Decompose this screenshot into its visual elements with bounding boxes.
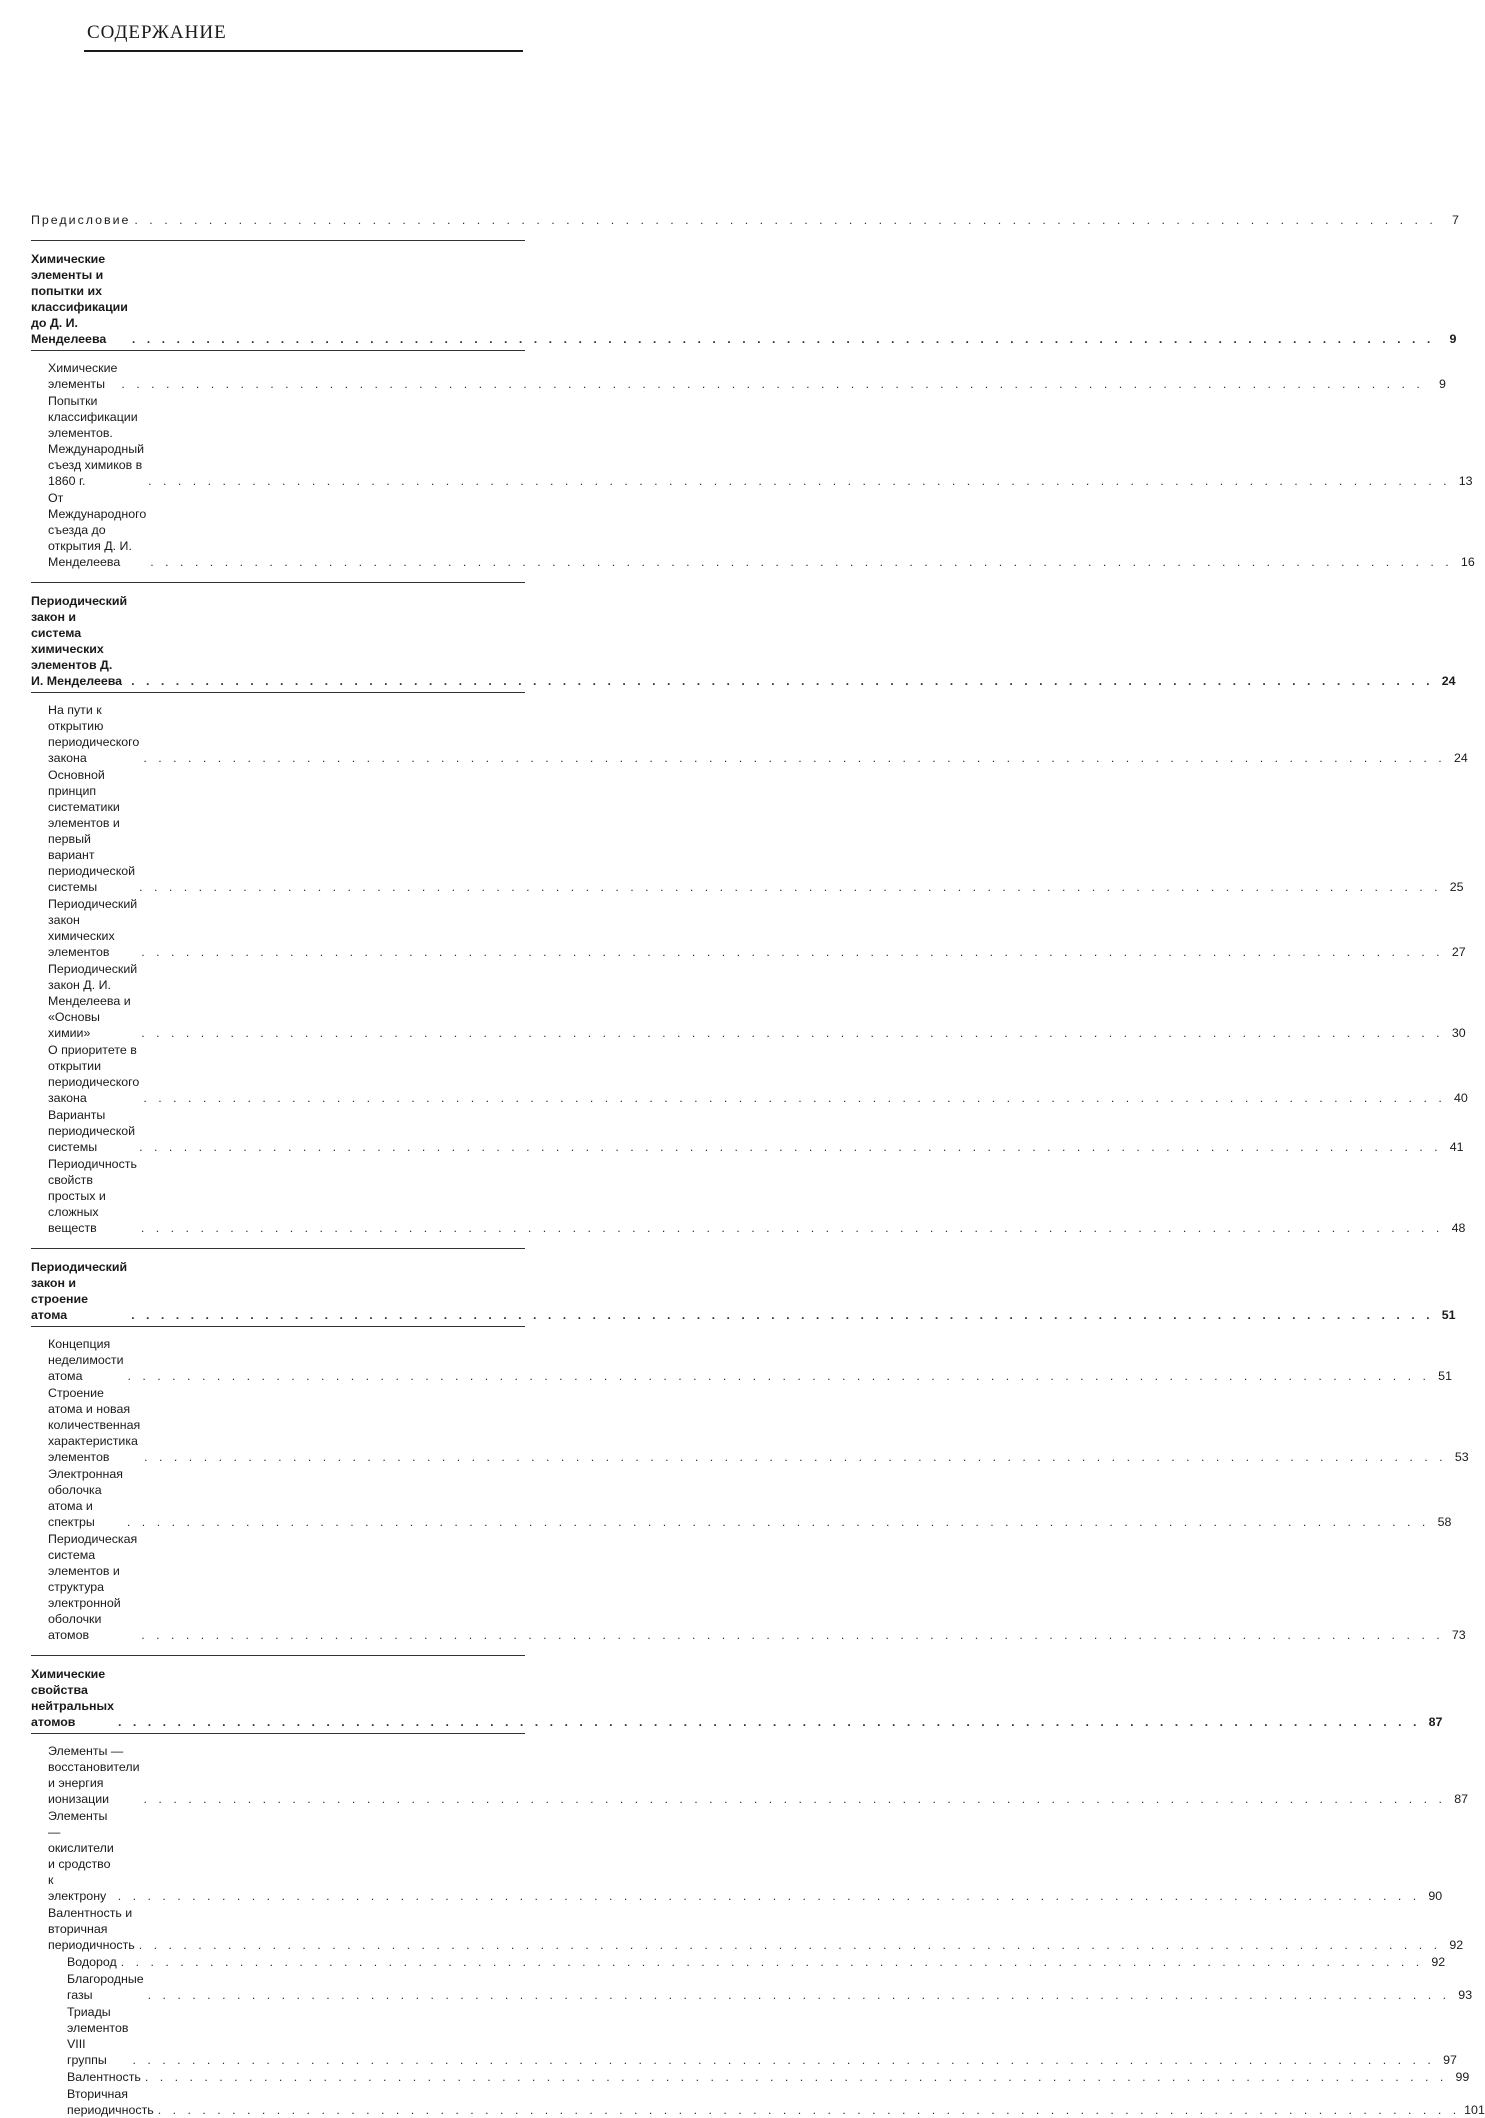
toc-page-number: 99	[1455, 2070, 1470, 2084]
toc-page-number: 53	[1454, 1450, 1469, 1464]
toc-item[interactable]	[31, 1385, 1469, 1465]
toc-item[interactable]	[31, 1042, 1468, 1106]
toc-item[interactable]	[31, 490, 1475, 570]
toc-chapter-heading	[31, 1259, 1456, 1327]
toc-chapter-heading	[31, 251, 1457, 351]
toc-item[interactable]	[31, 360, 1446, 392]
section-divider	[31, 1248, 525, 1249]
toc-chapter-title: Периодический закон и система химических элементов Д. И. Менделеева	[31, 594, 128, 688]
toc-item[interactable]	[31, 1336, 1452, 1384]
toc-item[interactable]	[31, 896, 1466, 960]
toc-page-number: 7	[1451, 213, 1459, 227]
toc-item-text: Элементы — восстановители и энергия ионизации	[48, 1744, 140, 1806]
toc-item-text: О приоритете в открытии периодического закона	[48, 1043, 140, 1105]
toc-chapter-3[interactable]	[31, 1259, 1456, 1323]
toc-chapter-4[interactable]	[31, 1666, 1443, 1730]
toc-chapter-heading	[31, 1666, 1443, 1734]
toc-subitem-text: Вторичная периодичность	[67, 2087, 154, 2117]
toc-item[interactable]	[31, 961, 1466, 1041]
toc-page-number: 9	[1449, 332, 1457, 346]
toc-page-number: 87	[1428, 1715, 1443, 1729]
toc-chapter-title: Химические свойства нейтральных атомов	[31, 1667, 114, 1729]
toc-item-text: Периодический закон Д. И. Менделеева и «Основы химии»	[48, 962, 138, 1040]
toc-page-number: 101	[1464, 2103, 1485, 2117]
dot-leader	[139, 1139, 1441, 1155]
toc-item-text: Строение атома и новая количественная характеристика элементов	[48, 1386, 141, 1464]
toc-item-text: Периодический закон химических элементов	[48, 897, 138, 959]
toc-subitem-text: Водород	[67, 1955, 117, 1969]
toc-preface-label: Предисловие	[31, 213, 131, 227]
toc-item[interactable]	[31, 393, 1473, 489]
dot-leader	[132, 2052, 1434, 2068]
dot-leader	[128, 1368, 1430, 1384]
toc-page-number: 73	[1451, 1628, 1466, 1642]
toc-page-number: 40	[1453, 1091, 1468, 1105]
toc-page-number: 27	[1451, 945, 1466, 959]
section-divider	[31, 582, 525, 583]
page-title: СОДЕРЖАНИЕ	[87, 22, 227, 43]
dot-leader	[141, 1627, 1443, 1643]
dot-leader	[127, 1514, 1429, 1530]
section-divider	[31, 1655, 525, 1656]
dot-leader	[141, 944, 1443, 960]
toc-page-number: 30	[1451, 1026, 1466, 1040]
toc-subitem[interactable]	[31, 1954, 1446, 1970]
toc-item-text: Периодическая система элементов и структура электронной оболочки атомов	[48, 1532, 138, 1642]
dot-leader	[132, 331, 1434, 347]
toc-chapter-1[interactable]	[31, 251, 1457, 347]
toc-page-number: 24	[1441, 674, 1456, 688]
toc-page-number: 16	[1460, 555, 1475, 569]
dot-leader	[134, 212, 1436, 228]
dot-leader	[139, 879, 1441, 895]
toc-item-text: Валентность и вторичная периодичность	[48, 1906, 135, 1952]
toc-chapter-title: Химические элементы и попытки их классификации до Д. И. Менделеева	[31, 252, 128, 346]
toc-chapter-title: Периодический закон и строение атома	[31, 1260, 128, 1322]
toc-item[interactable]	[31, 1905, 1464, 1953]
toc-subitem-text: Валентность	[67, 2070, 141, 2084]
toc-page-number: 51	[1441, 1308, 1456, 1322]
dot-leader	[148, 1987, 1450, 2003]
table-of-contents	[31, 212, 1485, 2118]
toc-page-number: 93	[1458, 1988, 1473, 2002]
toc-page-number: 92	[1449, 1938, 1464, 1952]
toc-page-number: 24	[1453, 751, 1468, 765]
dot-leader	[150, 554, 1452, 570]
dot-leader	[121, 1954, 1423, 1970]
toc-item-text: Основной принцип систематики элементов и первый вариант периодической системы	[48, 768, 136, 894]
dot-leader	[141, 1025, 1443, 1041]
toc-chapter-2[interactable]	[31, 593, 1456, 689]
toc-item[interactable]	[31, 767, 1464, 895]
toc-page-number: 48	[1451, 1221, 1466, 1235]
toc-preface[interactable]	[31, 212, 1459, 228]
dot-leader	[143, 750, 1445, 766]
toc-chapter-heading	[31, 593, 1456, 693]
toc-subitem[interactable]	[31, 2069, 1470, 2085]
dot-leader	[144, 1449, 1446, 1465]
toc-page-number: 90	[1428, 1889, 1443, 1903]
toc-item[interactable]	[31, 1156, 1466, 1236]
toc-page-number: 87	[1454, 1792, 1468, 1806]
toc-subitem[interactable]	[31, 2004, 1457, 2068]
toc-page-number: 58	[1437, 1515, 1452, 1529]
toc-item-text: Химические элементы	[48, 361, 118, 391]
toc-item[interactable]	[31, 1107, 1464, 1155]
toc-item[interactable]	[31, 702, 1468, 766]
dot-leader	[121, 376, 1423, 392]
toc-page-number: 51	[1438, 1369, 1452, 1383]
toc-item-text: Варианты периодической системы	[48, 1108, 136, 1154]
toc-item[interactable]	[31, 1466, 1452, 1530]
toc-item-text: Элементы — окислители и сродство к электрону	[48, 1809, 114, 1903]
toc-subitem[interactable]	[31, 2086, 1485, 2118]
dot-leader	[148, 473, 1450, 489]
dot-leader	[141, 1220, 1443, 1236]
toc-page-number: 92	[1431, 1955, 1446, 1969]
dot-leader	[131, 673, 1433, 689]
toc-item-text: Электронная оболочка атома и спектры	[48, 1467, 123, 1529]
dot-leader	[118, 1714, 1420, 1730]
toc-item[interactable]	[31, 1531, 1466, 1643]
toc-item-text: От Международного съезда до открытия Д. И. Менделеева	[48, 491, 147, 569]
toc-item[interactable]	[31, 1743, 1468, 1807]
toc-page-number: 97	[1443, 2053, 1457, 2067]
toc-item[interactable]	[31, 1808, 1443, 1904]
dot-leader	[144, 1791, 1446, 1807]
toc-item-text: Попытки классификации элементов. Международный съезд химиков в 1860 г.	[48, 394, 145, 488]
toc-item-text: На пути к открытию периодического закона	[48, 703, 140, 765]
toc-subitem-text: Триады элементов VIII группы	[67, 2005, 129, 2067]
toc-page-number: 25	[1449, 880, 1464, 894]
toc-page-number: 13	[1458, 474, 1473, 488]
toc-item-text: Концепция неделимости атома	[48, 1337, 124, 1383]
dot-leader	[118, 1888, 1420, 1904]
title-rule	[84, 50, 523, 52]
toc-item-text: Периодичность свойств простых и сложных веществ	[48, 1157, 137, 1235]
dot-leader	[145, 2069, 1447, 2085]
toc-subitem-text: Благородные газы	[67, 1972, 144, 2002]
section-divider	[31, 240, 525, 241]
toc-subitem[interactable]	[31, 1971, 1473, 2003]
dot-leader	[158, 2102, 1460, 2118]
dot-leader	[139, 1937, 1441, 1953]
toc-page-number: 9	[1438, 377, 1446, 391]
dot-leader	[143, 1090, 1445, 1106]
toc-page-number: 41	[1449, 1140, 1464, 1154]
dot-leader	[131, 1307, 1433, 1323]
